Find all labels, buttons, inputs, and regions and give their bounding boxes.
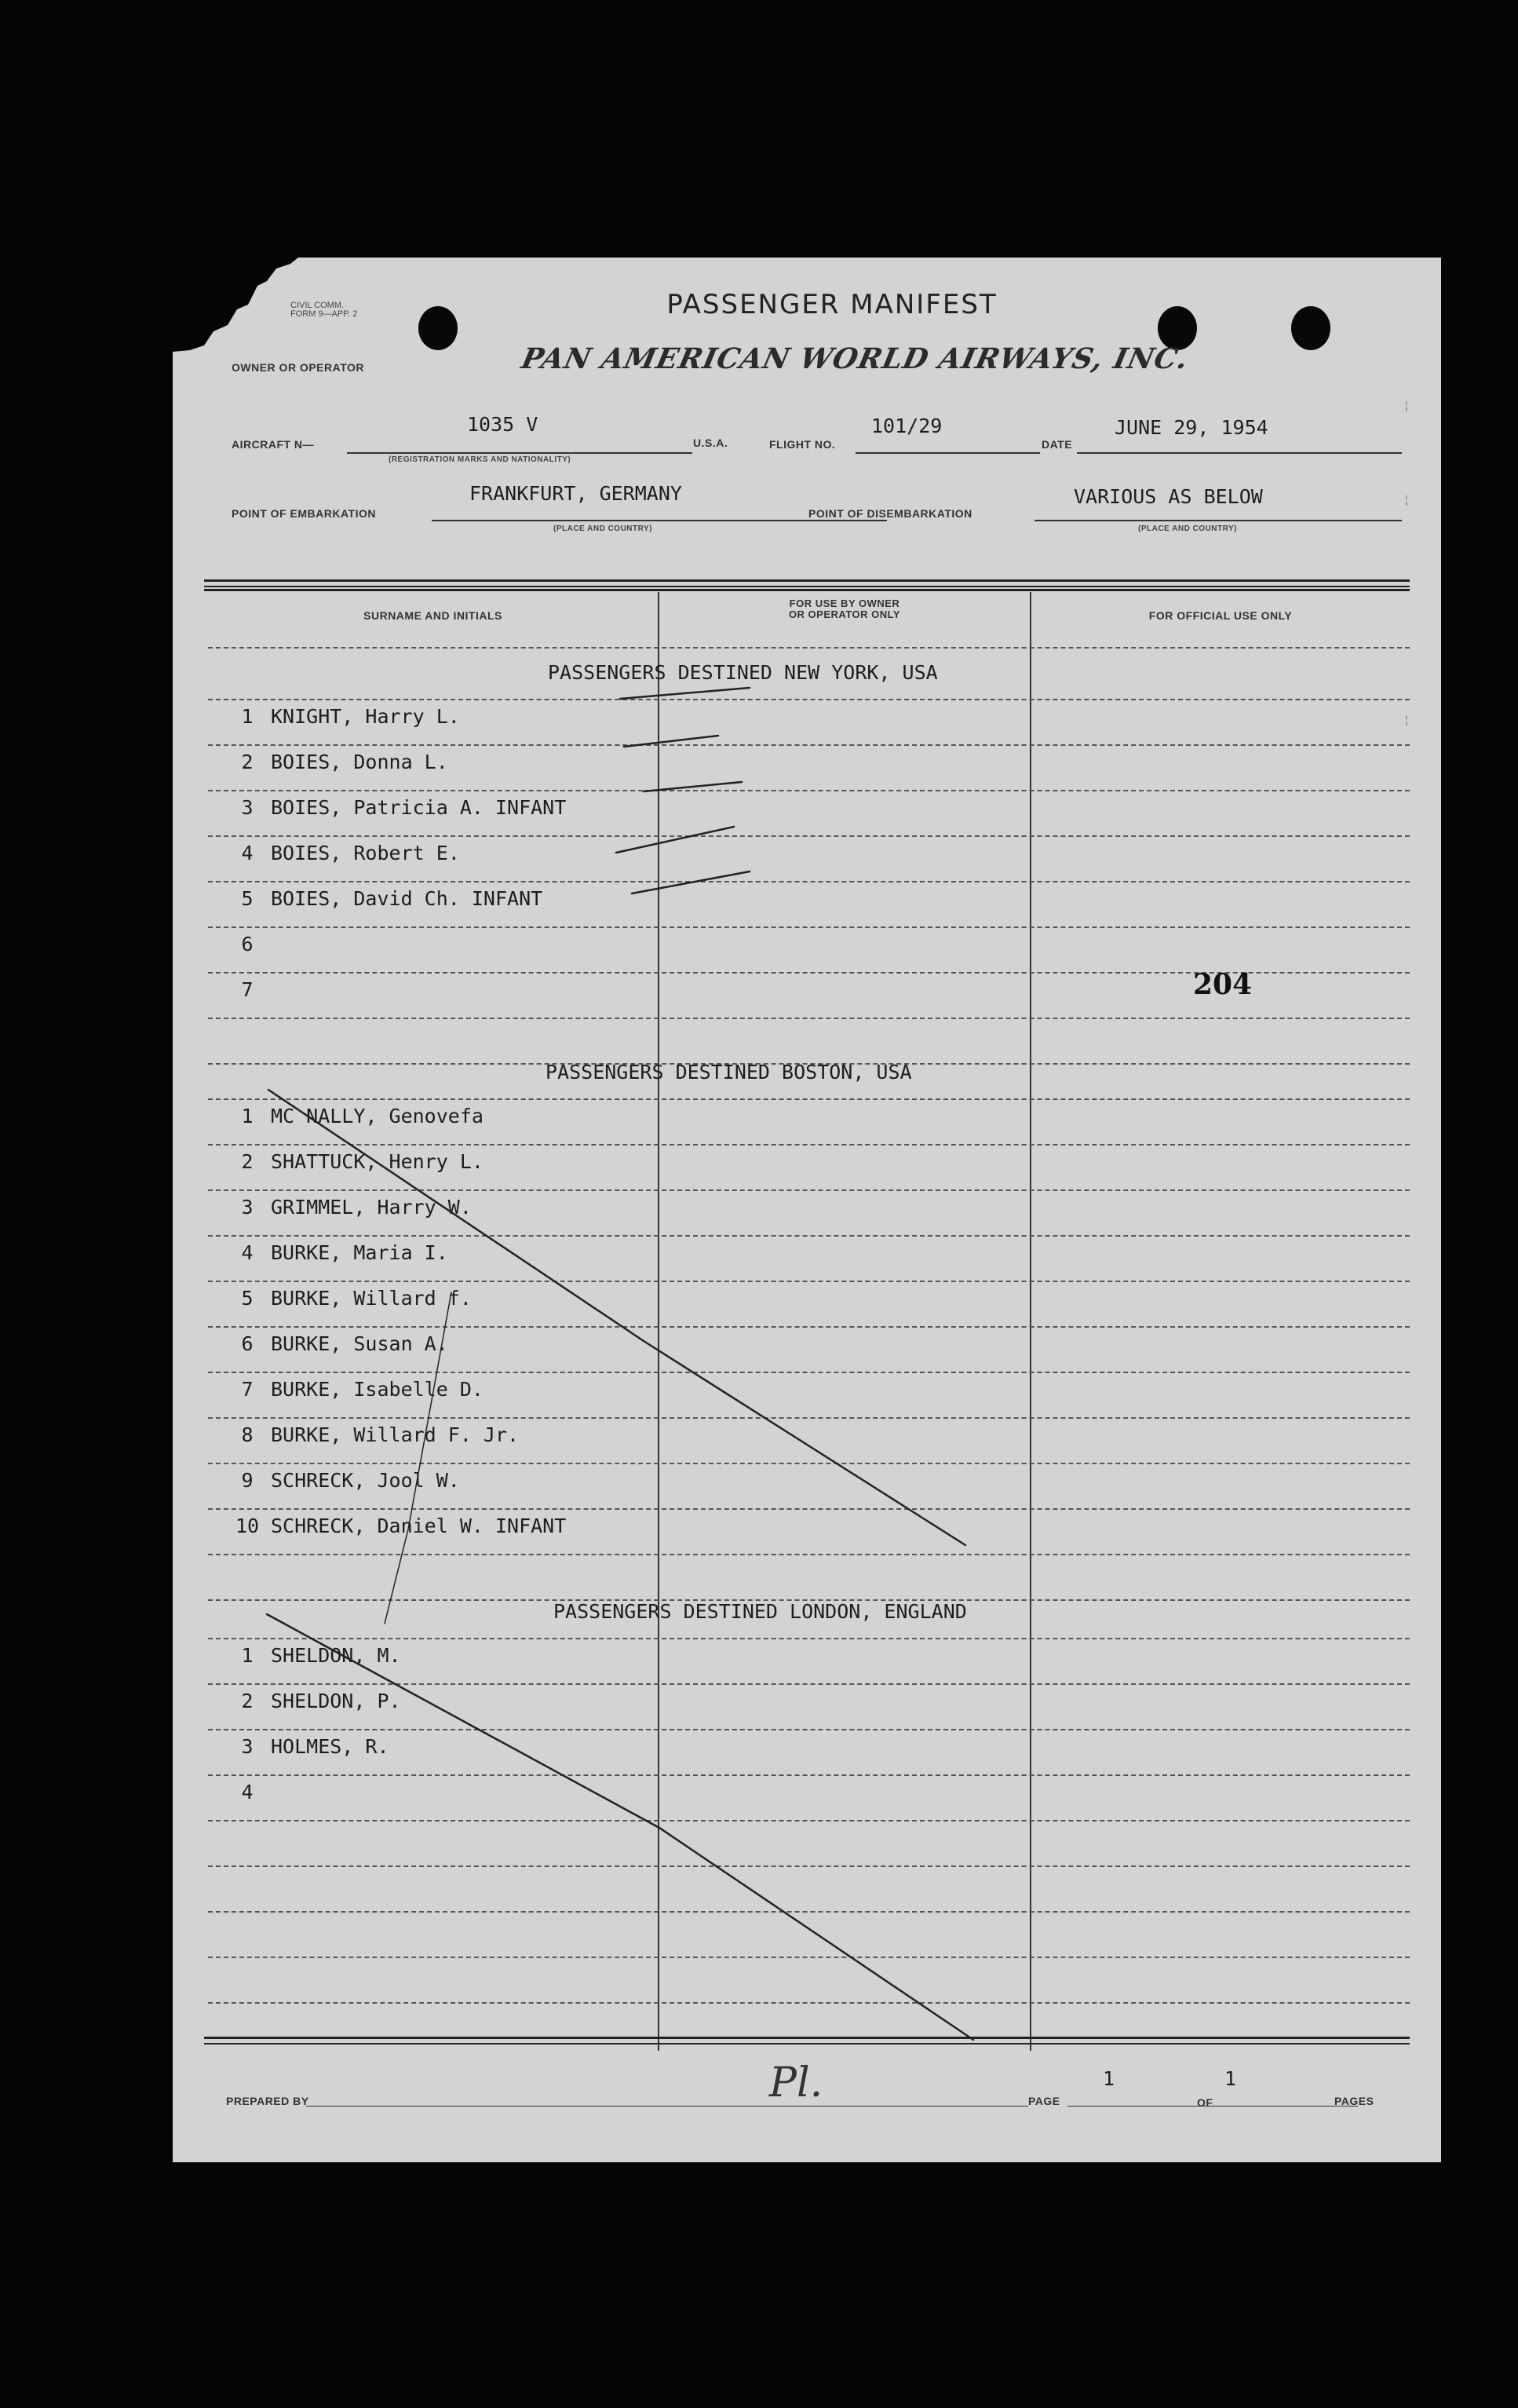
passenger-name: SCHRECK, Daniel W. INFANT [271,1515,567,1537]
section-title: PASSENGERS DESTINED LONDON, ENGLAND [553,1600,967,1623]
pen-cross-boston [268,1090,965,1545]
passenger-name: KNIGHT, Harry L. [271,705,460,728]
form-number: CIVIL COMM. FORM 9—APP. 2 [290,301,358,319]
page-label: PAGE [1028,2095,1060,2107]
column-header-surname: SURNAME AND INITIALS [363,609,502,622]
passenger-name: BOIES, David Ch. INFANT [271,887,543,910]
row-number: 9 [241,1469,254,1492]
column-header-official-use: FOR OFFICIAL USE ONLY [1148,609,1293,622]
pen-tick [644,782,742,791]
passenger-name: SHATTUCK, Henry L. [271,1150,483,1173]
row-number: 7 [241,978,254,1001]
edge-mark: ¦ [1405,493,1408,506]
row-number: 6 [241,1332,254,1355]
embark-caption: (PLACE AND COUNTRY) [553,524,652,533]
row-number: 3 [241,796,254,819]
passenger-name: SCHRECK, Jool W. [271,1469,460,1492]
pen-tick [624,736,718,747]
row-number: 1 [241,1105,254,1127]
pen-tick [632,871,750,893]
pen-vertical [385,1292,451,1624]
passenger-name: BOIES, Patricia A. INFANT [271,796,567,819]
passenger-name: GRIMMEL, Harry W. [271,1196,472,1219]
passenger-name: BURKE, Isabelle D. [271,1378,483,1401]
column-header-owner-use: FOR USE BY OWNER OR OPERATOR ONLY [788,597,901,620]
passenger-name: BURKE, Maria I. [271,1241,448,1264]
row-number: 3 [241,1735,254,1758]
date-label: DATE [1042,438,1073,451]
prepared-initials: Pl. [769,2059,823,2107]
passenger-name: HOLMES, R. [271,1735,389,1758]
page-value: 1 [1103,2067,1115,2090]
pen-cross-london [267,1614,973,2040]
flight-label: FLIGHT NO. [769,438,836,451]
row-number: 10 [235,1515,260,1537]
pen-strokes [173,258,1441,2162]
row-number: 4 [241,842,254,864]
edge-mark: ¦ [1405,713,1408,725]
row-number: 2 [241,1690,254,1712]
disembark-value: VARIOUS AS BELOW [1074,485,1263,508]
aircraft-label: AIRCRAFT N— [232,438,315,451]
section-title: PASSENGERS DESTINED NEW YORK, USA [548,661,938,684]
passenger-name: SHELDON, P. [271,1690,401,1712]
section-title: PASSENGERS DESTINED BOSTON, USA [546,1061,912,1083]
date-value: JUNE 29, 1954 [1115,416,1268,439]
row-number: 3 [241,1196,254,1219]
disembark-caption: (PLACE AND COUNTRY) [1138,524,1237,533]
passenger-name: BOIES, Donna L. [271,751,448,773]
pen-tick [616,827,734,853]
row-number: 1 [241,1644,254,1667]
page-title: PASSENGER MANIFEST [666,289,998,320]
pages-label: PAGES [1334,2095,1374,2107]
disembark-label: POINT OF DISEMBARKATION [808,507,972,520]
row-number: 6 [241,933,254,956]
pen-tick [620,688,750,699]
prepared-label: PREPARED BY [226,2095,309,2107]
registration-caption: (REGISTRATION MARKS AND NATIONALITY) [389,455,571,464]
row-number: 4 [241,1781,254,1803]
edge-mark: ¦ [1405,399,1408,411]
of-value: 1 [1224,2067,1237,2090]
passenger-name: BOIES, Robert E. [271,842,460,864]
row-number: 5 [241,887,254,910]
owner-label: OWNER OR OPERATOR [232,361,364,374]
usa-label: U.S.A. [693,437,728,449]
official-stamp: 204 [1193,968,1253,1001]
row-number: 5 [241,1287,254,1310]
row-number: 2 [241,751,254,773]
passenger-name: BURKE, Willard F. Jr. [271,1423,520,1446]
embark-label: POINT OF EMBARKATION [232,507,376,520]
embark-value: FRANKFURT, GERMANY [469,482,682,505]
passenger-name: SHELDON, M. [271,1644,401,1667]
flight-value: 101/29 [871,415,943,437]
row-number: 2 [241,1150,254,1173]
row-number: 4 [241,1241,254,1264]
row-number: 1 [241,705,254,728]
passenger-name: BURKE, Willard f. [271,1287,472,1310]
company-name: PAN AMERICAN WORLD AIRWAYS, INC. [518,342,1192,375]
row-number: 7 [241,1378,254,1401]
passenger-name: MC NALLY, Genovefa [271,1105,483,1127]
passenger-name: BURKE, Susan A. [271,1332,448,1355]
row-number: 8 [241,1423,254,1446]
aircraft-value: 1035 V [467,413,538,436]
manifest-sheet [173,258,1441,2162]
of-label: OF [1197,2096,1213,2109]
